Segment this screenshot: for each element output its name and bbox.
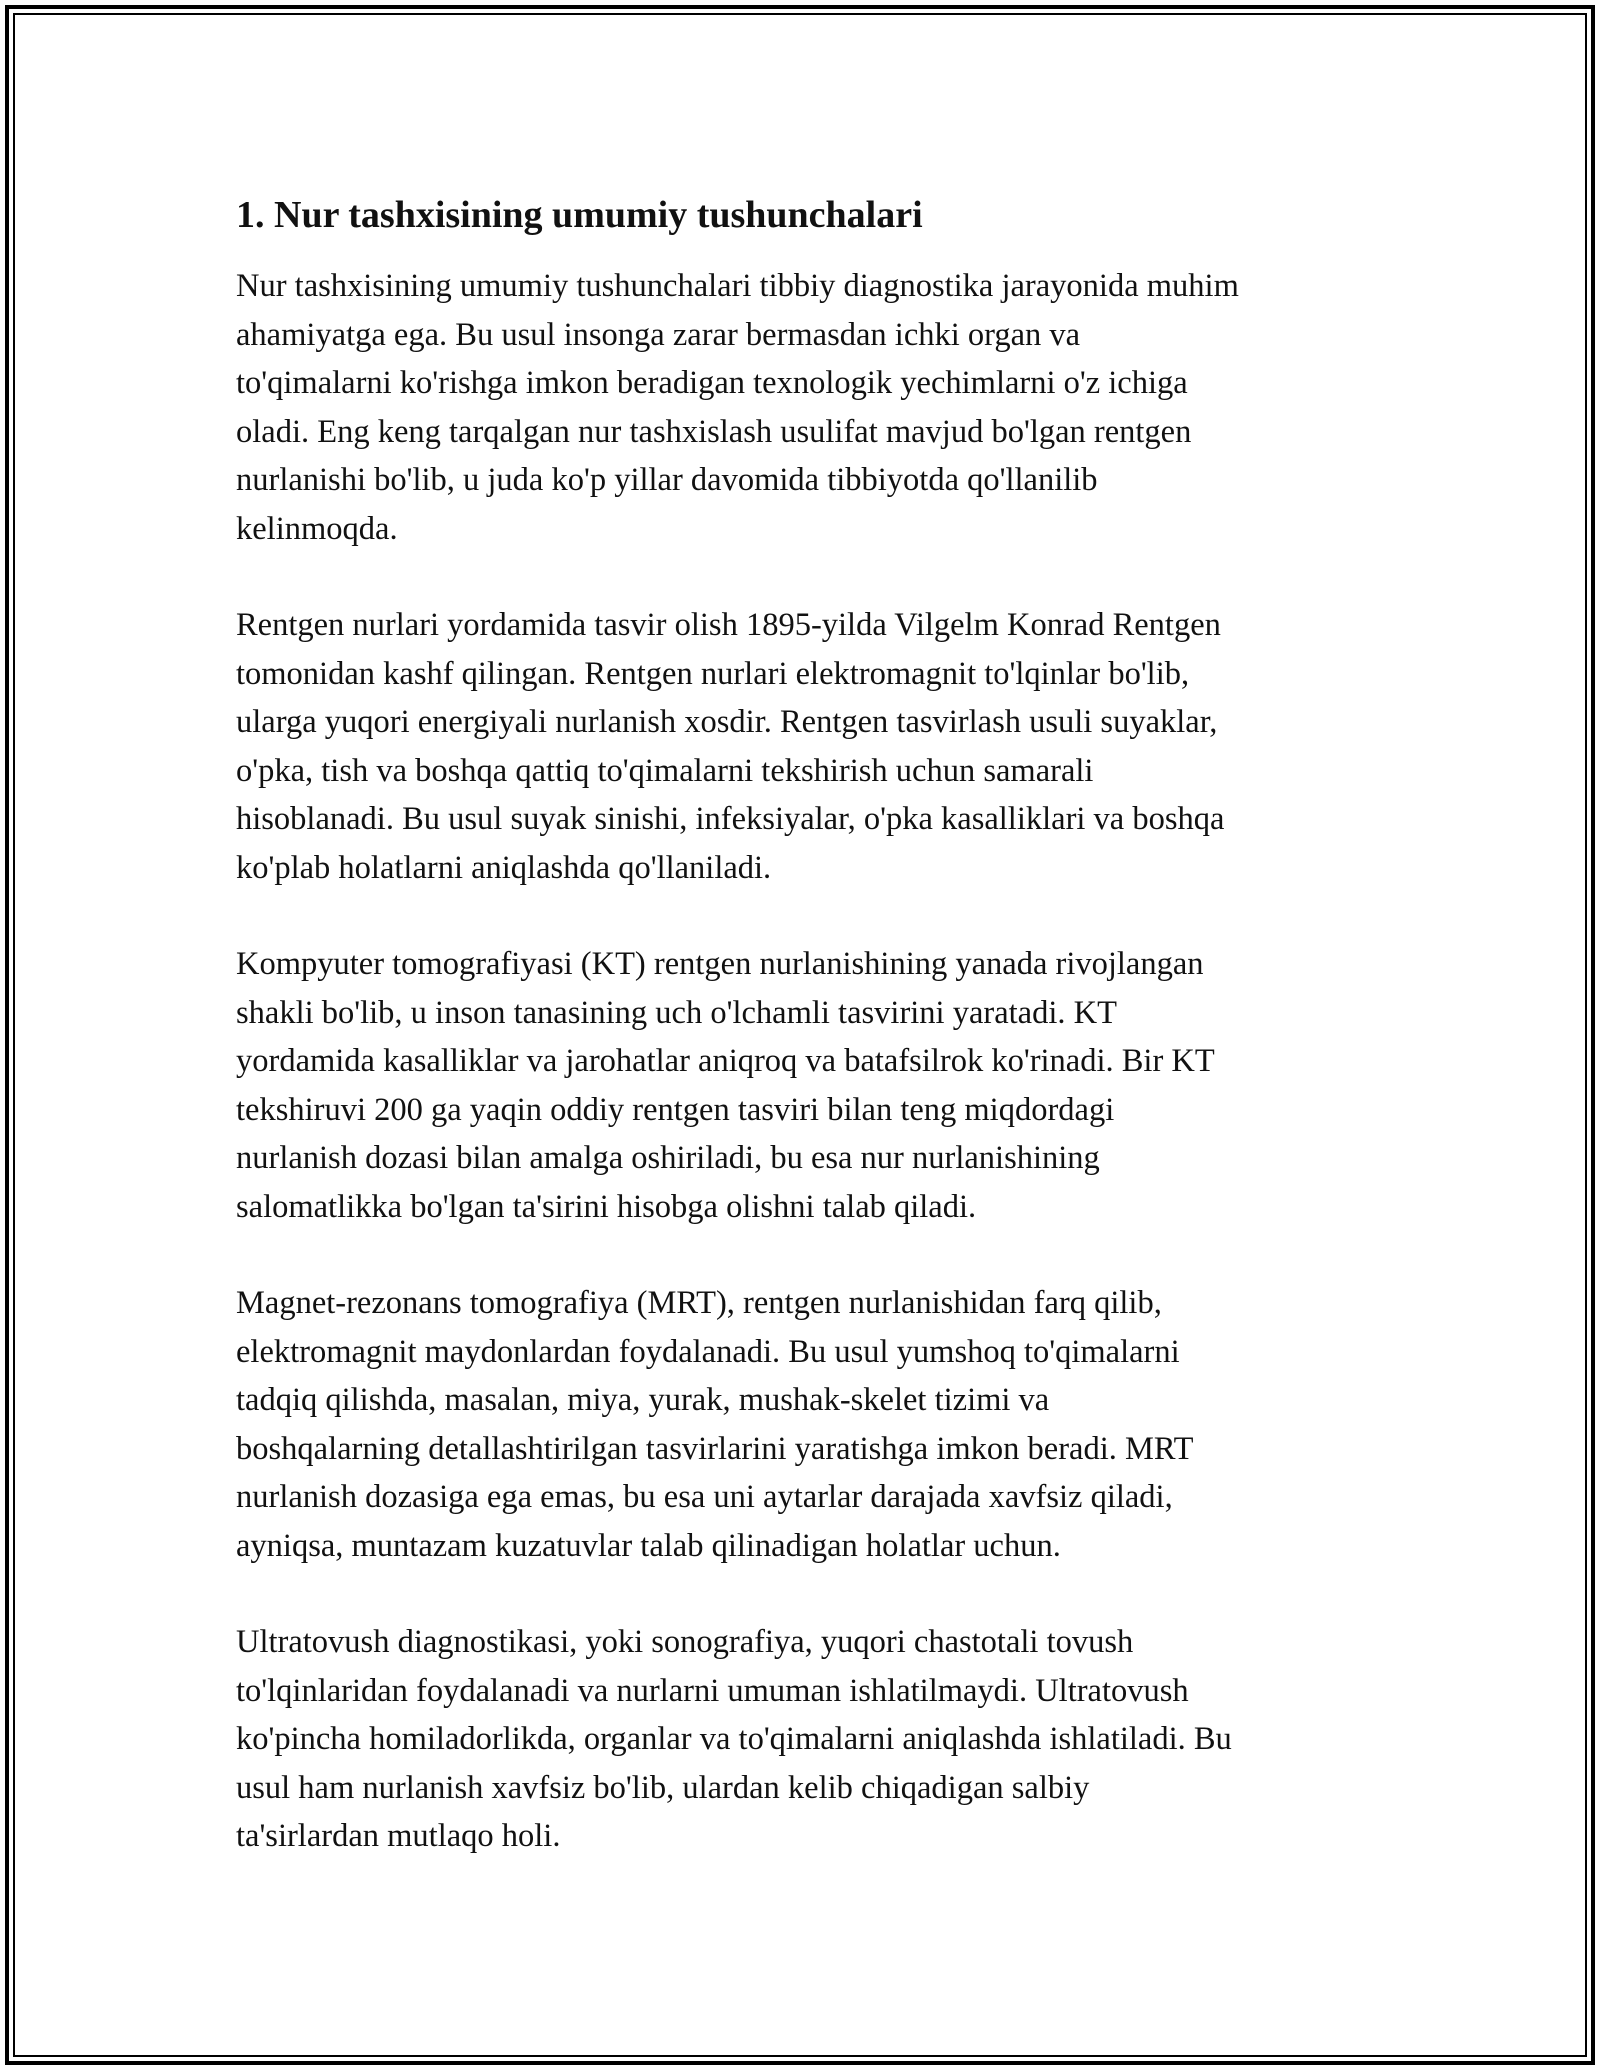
paragraph-ultratovush: Ultratovush diagnostikasi, yoki sonografiya, yuqori chastotali tovush to'lqinlaridan foydalanadi va nurlarni umuman ishlatilmaydi. Ultratovush ko'pincha homiladorlikda, organlar va to'qimalarni aniqlashda ishlatiladi. Bu usul ham nurlanish xavfsiz bo'lib, ulardan kelib chiqadigan salbiy ta'sirlardan mutlaqo holi. — [236, 1624, 1232, 1854]
paragraph-mrt: Magnet-rezonans tomografiya (MRT), rentgen nurlanishidan farq qilib, elektromagnit maydonlardan foydalanadi. Bu usul yumshoq to'qimalarni tadqiq qilishda, masalan, miya, yurak, mushak-skelet tizimi va boshqalarning detallashtirilgan tasvirlarini yaratishga imkon beradi. MRT nurlanish dozasiga ega emas, bu esa uni aytarlar darajada xavfsiz qiladi, ayniqsa, muntazam kuzatuvlar talab qilinadigan holatlar uchun. — [236, 1285, 1194, 1564]
document-body — [236, 188, 1386, 1861]
paragraph-intro: Nur tashxisining umumiy tushunchalari tibbiy diagnostika jarayonida muhim ahamiyatga ega. Bu usul insonga zarar bermasdan ichki organ va to'qimalarni ko'rishga imkon beradigan texnologik yechimlarni o'z ichiga oladi. Eng keng tarqalgan nur tashxislash usulifat mavjud bo'lgan rentgen nurlanishi bo'lib, u juda ko'p yillar davomida tibbiyotda qo'llanilib kelinmoqda. — [236, 268, 1239, 547]
paragraph-kt: Kompyuter tomografiyasi (KT) rentgen nurlanishining yanada rivojlangan shakli bo'lib, u inson tanasining uch o'lchamli tasvirini yaratadi. KT yordamida kasalliklar va jarohatlar aniqroq va batafsilrok ko'rinadi. Bir KT tekshiruvi 200 ga yaqin oddiy rentgen tasviri bilan teng miqdordagi nurlanish dozasi bilan amalga oshiriladi, bu esa nur nurlanishining salomatlikka bo'lgan ta'sirini hisobga olishni talab qiladi. — [236, 946, 1215, 1225]
section-heading: 1. Nur tashxisining umumiy tushunchalari — [236, 194, 923, 236]
paragraph-rentgen: Rentgen nurlari yordamida tasvir olish 1895-yilda Vilgelm Konrad Rentgen tomonidan kashf qilingan. Rentgen nurlari elektromagnit to'lqinlar bo'lib, ularga yuqori energiyali nurlanish xosdir. Rentgen tasvirlash usuli suyaklar, o'pka, tish va boshqa qattiq to'qimalarni tekshirish uchun samarali hisoblanadi. Bu usul suyak sinishi, infeksiyalar, o'pka kasalliklari va boshqa ko'plab holatlarni aniqlashda qo'llaniladi. — [236, 607, 1225, 886]
